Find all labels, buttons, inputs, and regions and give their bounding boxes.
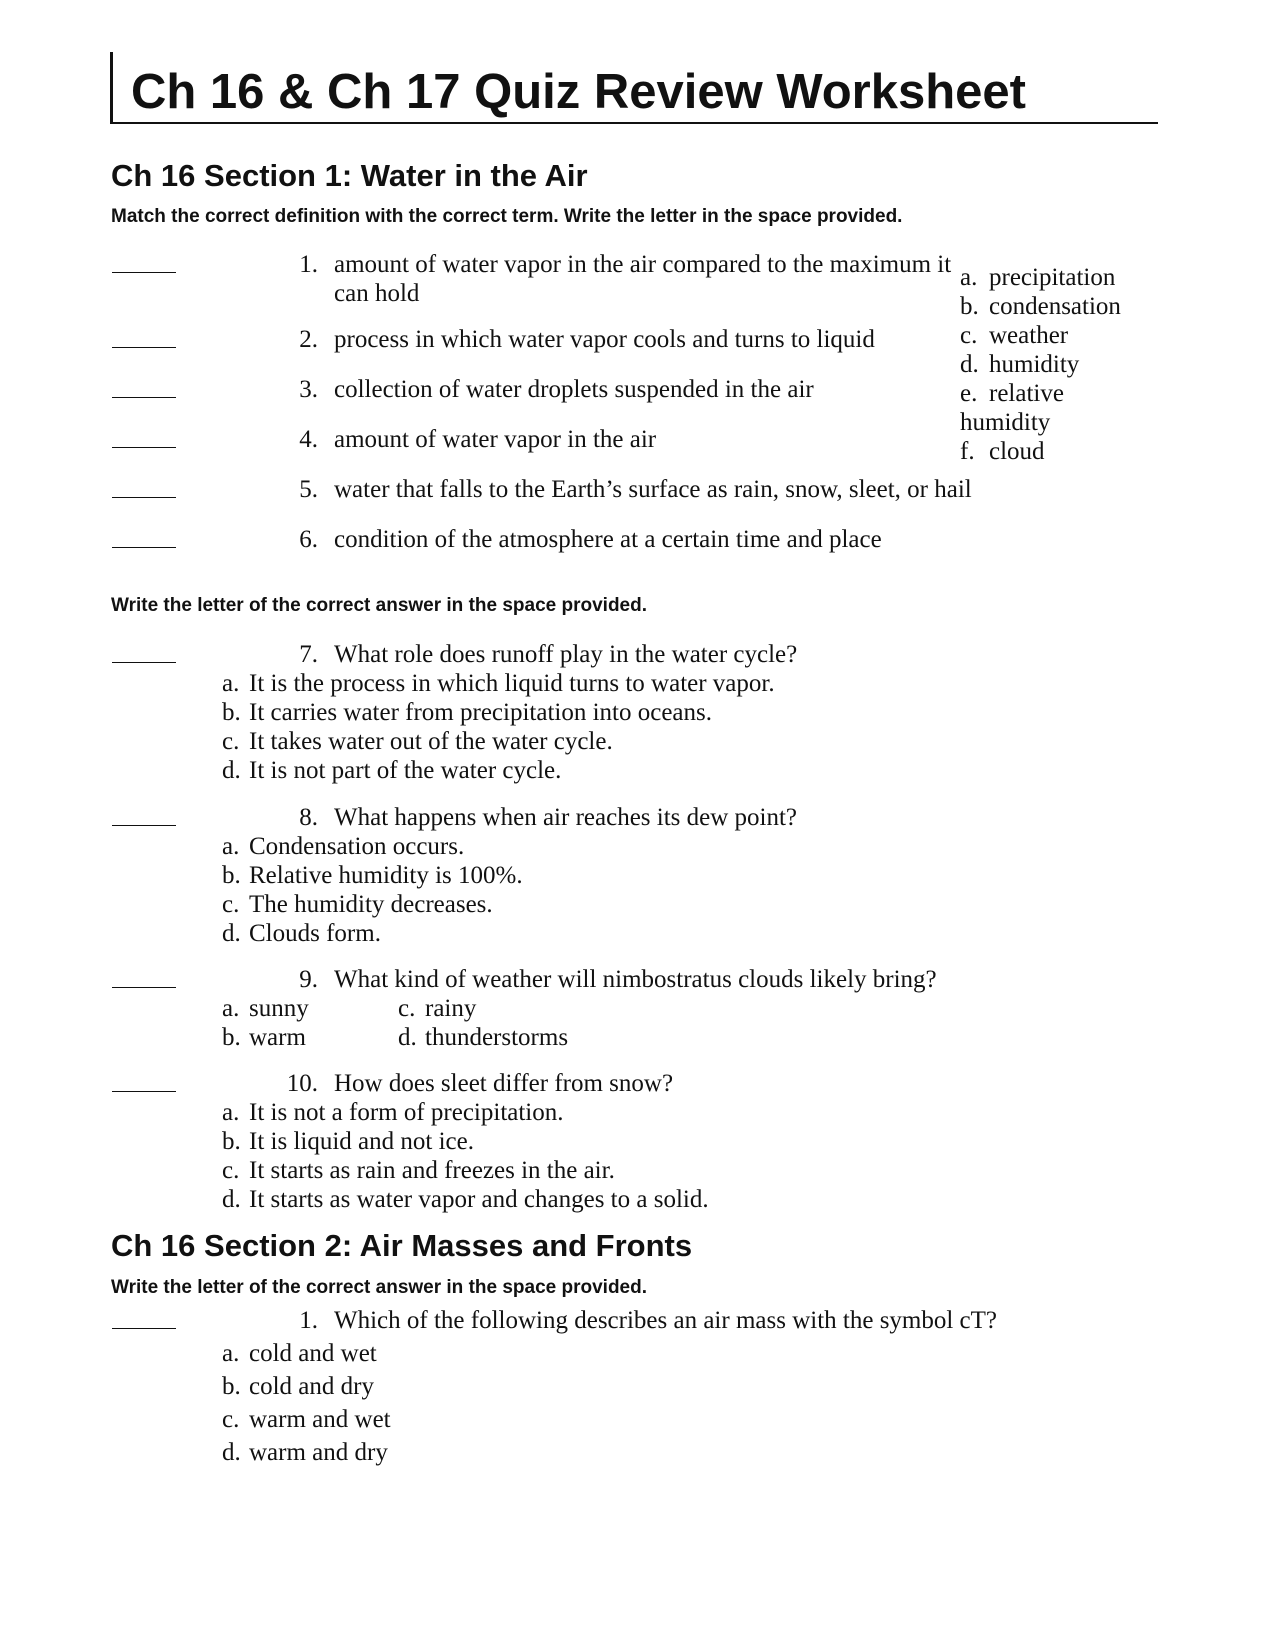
answer-option bbox=[222, 669, 775, 698]
item-number: 2. bbox=[299, 326, 318, 353]
answer-option bbox=[222, 1339, 377, 1368]
term-text: cloud bbox=[989, 438, 1045, 465]
option-letter: d. bbox=[222, 757, 241, 784]
term-text: condensation bbox=[989, 293, 1121, 320]
option-letter: d. bbox=[222, 1186, 241, 1213]
option-text: sunny bbox=[249, 995, 309, 1022]
term-text: humidity bbox=[989, 351, 1080, 378]
answer-option bbox=[398, 994, 476, 1023]
page-title: Ch 16 & Ch 17 Quiz Review Worksheet bbox=[131, 65, 1026, 119]
option-letter: b. bbox=[222, 1373, 241, 1400]
option-text: thunderstorms bbox=[425, 1024, 569, 1051]
answer-option bbox=[222, 832, 464, 861]
question-number: 8. bbox=[299, 804, 318, 831]
option-text: warm and wet bbox=[249, 1406, 391, 1433]
definition-text bbox=[334, 250, 994, 308]
answer-option bbox=[222, 1438, 388, 1467]
answer-option bbox=[222, 698, 712, 727]
option-letter: a. bbox=[222, 1099, 240, 1126]
option-text: The humidity decreases. bbox=[249, 891, 493, 918]
definition-text: amount of water vapor in the air bbox=[334, 426, 657, 453]
option-letter: b. bbox=[222, 1024, 241, 1051]
item-number: 5. bbox=[299, 476, 318, 503]
option-text: warm and dry bbox=[249, 1439, 388, 1466]
term-text: relative bbox=[989, 380, 1064, 407]
mc-instruction: Write the letter of the correct answer in the space provided. bbox=[111, 595, 648, 616]
definition-text: water that falls to the Earth’s surface as rain, snow, sleet, or hail bbox=[334, 476, 972, 503]
answer-option bbox=[222, 1098, 564, 1127]
section-2-heading: Ch 16 Section 2: Air Masses and Fronts bbox=[111, 1228, 693, 1263]
option-text: It carries water from precipitation into oceans. bbox=[249, 699, 713, 726]
term-item bbox=[960, 263, 1121, 292]
option-letter: b. bbox=[222, 699, 241, 726]
option-letter: d. bbox=[222, 920, 241, 947]
answer-option bbox=[222, 1127, 474, 1156]
option-text: rainy bbox=[425, 995, 477, 1022]
item-number: 1. bbox=[299, 251, 318, 278]
item-number: 4. bbox=[299, 426, 318, 453]
term-list bbox=[960, 263, 1121, 466]
option-letter: b. bbox=[222, 862, 241, 889]
section-2-instruction: Write the letter of the correct answer in the space provided. bbox=[111, 1277, 648, 1298]
option-text: Relative humidity is 100%. bbox=[249, 862, 523, 889]
term-letter: a. bbox=[960, 264, 978, 291]
term-letter: c. bbox=[960, 322, 978, 349]
question-number: 9. bbox=[299, 966, 318, 993]
definition-text: collection of water droplets suspended in the air bbox=[334, 376, 814, 403]
answer-option bbox=[222, 890, 493, 919]
answer-option bbox=[222, 727, 613, 756]
option-text: It is liquid and not ice. bbox=[249, 1128, 474, 1155]
option-letter: c. bbox=[222, 1406, 240, 1433]
answer-option bbox=[222, 1372, 374, 1401]
option-text: It takes water out of the water cycle. bbox=[249, 728, 613, 755]
term-item bbox=[960, 292, 1121, 321]
title-bar bbox=[110, 52, 1158, 124]
option-text: cold and wet bbox=[249, 1340, 377, 1367]
answer-option bbox=[222, 994, 309, 1023]
term-letter: d. bbox=[960, 351, 979, 378]
match-instruction: Match the correct definition with the correct term. Write the letter in the space provided. bbox=[111, 206, 903, 227]
option-letter: a. bbox=[222, 995, 240, 1022]
term-letter: f. bbox=[960, 438, 975, 465]
option-letter: b. bbox=[222, 1128, 241, 1155]
term-item bbox=[960, 437, 1121, 466]
answer-option bbox=[222, 919, 381, 948]
question-number: 1. bbox=[299, 1307, 318, 1334]
option-text: It starts as water vapor and changes to a solid. bbox=[249, 1186, 709, 1213]
term-item bbox=[960, 379, 1121, 408]
option-letter: c. bbox=[222, 1157, 240, 1184]
option-text: Condensation occurs. bbox=[249, 833, 465, 860]
option-text: It is not a form of precipitation. bbox=[249, 1099, 564, 1126]
item-number: 6. bbox=[299, 526, 318, 553]
section-1-heading: Ch 16 Section 1: Water in the Air bbox=[111, 158, 588, 193]
term-item bbox=[960, 321, 1121, 350]
definition-line: can hold bbox=[334, 280, 420, 307]
option-letter: a. bbox=[222, 670, 240, 697]
term-item bbox=[960, 350, 1121, 379]
option-letter: d. bbox=[398, 1024, 417, 1051]
answer-option bbox=[398, 1023, 568, 1052]
option-text: It is the process in which liquid turns to water vapor. bbox=[249, 670, 775, 697]
option-text: It is not part of the water cycle. bbox=[249, 757, 562, 784]
definition-line: amount of water vapor in the air compared to the maximum it bbox=[334, 251, 952, 278]
answer-option bbox=[222, 756, 561, 785]
term-letter: b. bbox=[960, 293, 979, 320]
answer-option bbox=[222, 861, 523, 890]
definition-text: process in which water vapor cools and turns to liquid bbox=[334, 326, 875, 353]
question-text: How does sleet differ from snow? bbox=[334, 1070, 674, 1097]
option-letter: a. bbox=[222, 1340, 240, 1367]
term-letter: e. bbox=[960, 380, 978, 407]
question-text: Which of the following describes an air mass with the symbol cT? bbox=[334, 1307, 998, 1334]
answer-option bbox=[222, 1156, 615, 1185]
option-letter: c. bbox=[222, 728, 240, 755]
question-text: What role does runoff play in the water cycle? bbox=[334, 641, 798, 668]
answer-option bbox=[222, 1023, 306, 1052]
term-text: precipitation bbox=[989, 264, 1116, 291]
question-text: What happens when air reaches its dew point? bbox=[334, 804, 798, 831]
option-text: warm bbox=[249, 1024, 306, 1051]
option-letter: d. bbox=[222, 1439, 241, 1466]
option-letter: c. bbox=[222, 891, 240, 918]
answer-option bbox=[222, 1405, 391, 1434]
item-number: 3. bbox=[299, 376, 318, 403]
question-text: What kind of weather will nimbostratus clouds likely bring? bbox=[334, 966, 937, 993]
question-number: 10. bbox=[286, 1070, 318, 1097]
term-continuation: humidity bbox=[960, 409, 1051, 436]
term-text: weather bbox=[989, 322, 1069, 349]
answer-option bbox=[222, 1185, 709, 1214]
definition-text: condition of the atmosphere at a certain time and place bbox=[334, 526, 882, 553]
question-number: 7. bbox=[299, 641, 318, 668]
option-text: Clouds form. bbox=[249, 920, 381, 947]
option-text: It starts as rain and freezes in the air. bbox=[249, 1157, 615, 1184]
option-letter: a. bbox=[222, 833, 240, 860]
option-letter: c. bbox=[398, 995, 416, 1022]
option-text: cold and dry bbox=[249, 1373, 374, 1400]
